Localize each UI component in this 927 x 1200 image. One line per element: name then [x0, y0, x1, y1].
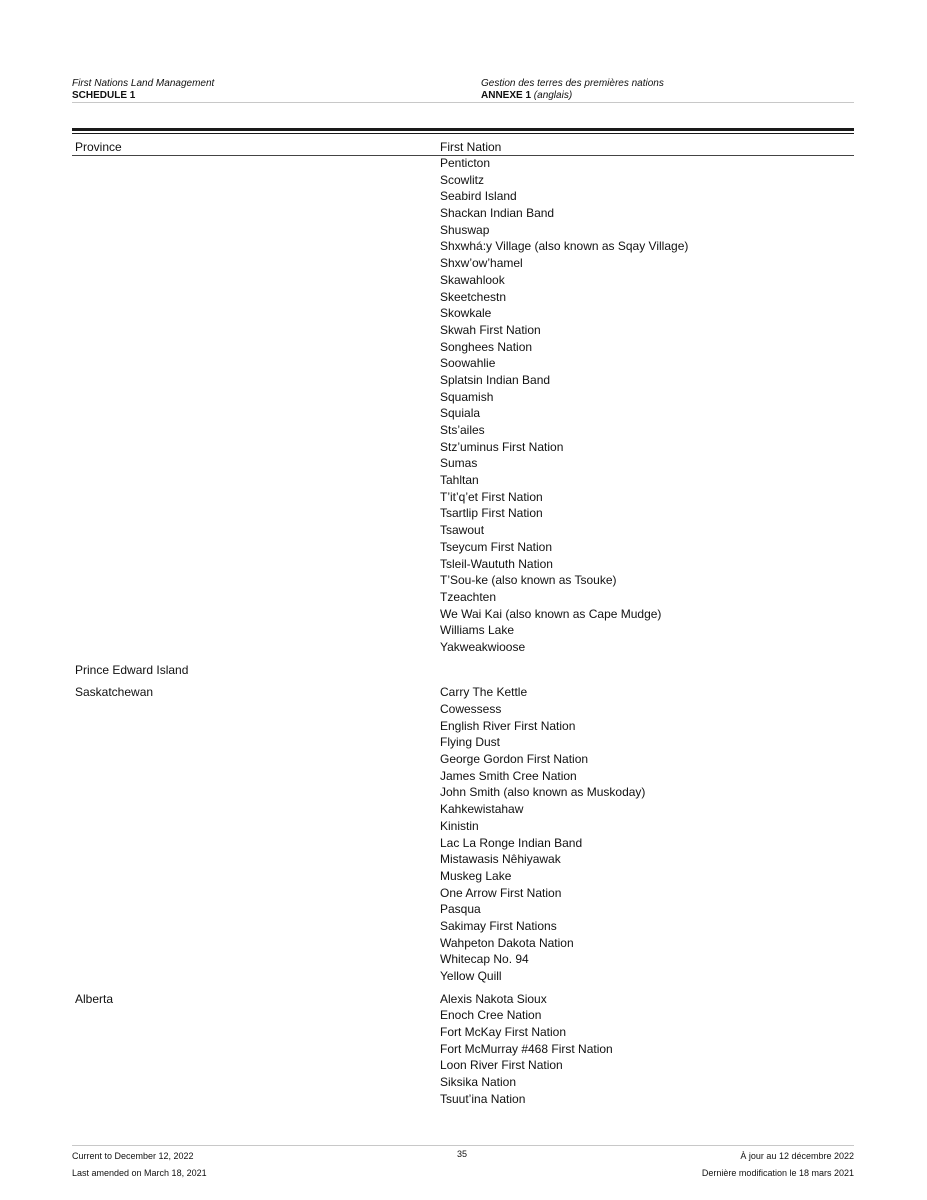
first-nation-item: Squamish [440, 389, 494, 404]
column-header-first-nation: First Nation [440, 140, 502, 154]
header-schedule-en: SCHEDULE 1 [72, 90, 136, 101]
table-top-rule-thin [72, 133, 854, 134]
first-nation-item: Tseycum First Nation [440, 539, 553, 554]
first-nation-item: Skeetchestn [440, 289, 507, 304]
first-nation-item: Carry The Kettle [440, 685, 528, 700]
first-nation-item: Lac La Ronge Indian Band [440, 835, 583, 850]
first-nation-item: Siksika Nation [440, 1075, 517, 1090]
first-nation-item: Loon River First Nation [440, 1058, 563, 1073]
first-nation-item: Shuswap [440, 222, 490, 237]
first-nation-item: We Wai Kai (also known as Cape Mudge) [440, 606, 662, 621]
header-left [72, 78, 214, 102]
first-nation-item: Fort McMurray #468 First Nation [440, 1041, 613, 1056]
first-nation-item: Alexis Nakota Sioux [440, 991, 547, 1006]
first-nation-item: Kinistin [440, 818, 479, 833]
first-nation-item: T’it’q’et First Nation [440, 489, 543, 504]
first-nation-item: Stz’uminus First Nation [440, 439, 564, 454]
province-group [0, 991, 927, 1108]
first-nation-item: Soowahlie [440, 356, 496, 371]
first-nation-item: Cowessess [440, 702, 502, 716]
first-nation-item: Tsuut’ina Nation [440, 1091, 526, 1106]
first-nation-item: Squiala [440, 406, 481, 421]
first-nation-item: Skawahlook [440, 272, 505, 287]
first-nation-item: Splatsin Indian Band [440, 372, 551, 387]
column-header-province: Province [75, 140, 122, 154]
first-nation-item: T’Sou-ke (also known as Tsouke) [440, 573, 617, 588]
first-nation-item: Penticton [440, 156, 491, 170]
first-nation-item: Shackan Indian Band [440, 206, 555, 221]
first-nation-item: Mistawasis Nêhiyawak [440, 852, 561, 867]
first-nation-item: Fort McKay First Nation [440, 1025, 567, 1040]
first-nation-item: Sakimay First Nations [440, 918, 557, 933]
first-nation-item: Flying Dust [440, 735, 501, 750]
first-nation-item: Sts’ailes [440, 423, 485, 437]
first-nation-item: Tahltan [440, 473, 479, 488]
first-nation-item: John Smith (also known as Muskoday) [440, 785, 646, 800]
province-name: Prince Edward Island [75, 662, 189, 677]
first-nation-item: Tsartlip First Nation [440, 506, 543, 521]
footer-divider [72, 1145, 854, 1146]
empty-row-spacer [440, 662, 927, 679]
footer-current-fr: À jour au 12 décembre 2022 [740, 1151, 854, 1161]
first-nation-item: Muskeg Lake [440, 868, 512, 883]
first-nation-item: Skwah First Nation [440, 322, 541, 337]
first-nation-item: Yakweakwioose [440, 639, 526, 654]
first-nation-item: Sumas [440, 456, 478, 471]
table-top-rule [72, 128, 854, 131]
first-nation-item: Tzeachten [440, 589, 497, 604]
first-nation-item: James Smith Cree Nation [440, 768, 577, 783]
province-group [0, 155, 927, 656]
footer-amended-en: Last amended on March 18, 2021 [72, 1168, 207, 1178]
first-nation-item: Williams Lake [440, 623, 515, 638]
province-group [0, 684, 927, 984]
header-schedule-fr-label: ANNEXE 1 [481, 90, 532, 101]
first-nation-list [440, 684, 927, 984]
first-nation-item: Enoch Cree Nation [440, 1008, 542, 1023]
header-act-title-fr: Gestion des terres des premières nations [481, 78, 664, 89]
first-nation-item: George Gordon First Nation [440, 752, 589, 767]
province-group [0, 662, 927, 679]
header-act-title-en: First Nations Land Management [72, 78, 215, 89]
first-nation-item: Seabird Island [440, 189, 517, 204]
first-nation-item: Wahpeton Dakota Nation [440, 935, 574, 950]
first-nation-item: Songhees Nation [440, 339, 533, 354]
first-nation-item: Yellow Quill [440, 969, 502, 983]
first-nation-item: Kahkewistahaw [440, 802, 524, 817]
footer-current-en: Current to December 12, 2022 [72, 1151, 194, 1161]
header-divider [72, 102, 854, 103]
footer-amended-fr: Dernière modification le 18 mars 2021 [701, 1168, 854, 1178]
first-nation-item: Skowkale [440, 306, 492, 321]
first-nation-item: Tsleil-Waututh Nation [440, 556, 553, 571]
header-right [481, 78, 664, 102]
province-name: Alberta [75, 991, 114, 1006]
first-nation-list [440, 662, 927, 679]
first-nation-list [440, 155, 927, 656]
first-nation-item: Scowlitz [440, 172, 485, 187]
page-number: 35 [457, 1149, 468, 1159]
first-nation-item: English River First Nation [440, 718, 576, 733]
first-nation-list [440, 991, 927, 1108]
first-nation-item: Shxw’ow’hamel [440, 256, 523, 271]
header-schedule-fr-note: (anglais) [533, 90, 573, 101]
schedule-table-body [0, 155, 927, 1114]
first-nation-item: Pasqua [440, 902, 481, 917]
first-nation-item: Whitecap No. 94 [440, 952, 529, 967]
province-name: Saskatchewan [75, 685, 154, 700]
first-nation-item: Shxwhá:y Village (also known as Sqay Village) [440, 239, 689, 254]
header-schedule-fr [481, 90, 664, 102]
first-nation-item: Tsawout [440, 523, 485, 538]
first-nation-item: One Arrow First Nation [440, 885, 562, 900]
